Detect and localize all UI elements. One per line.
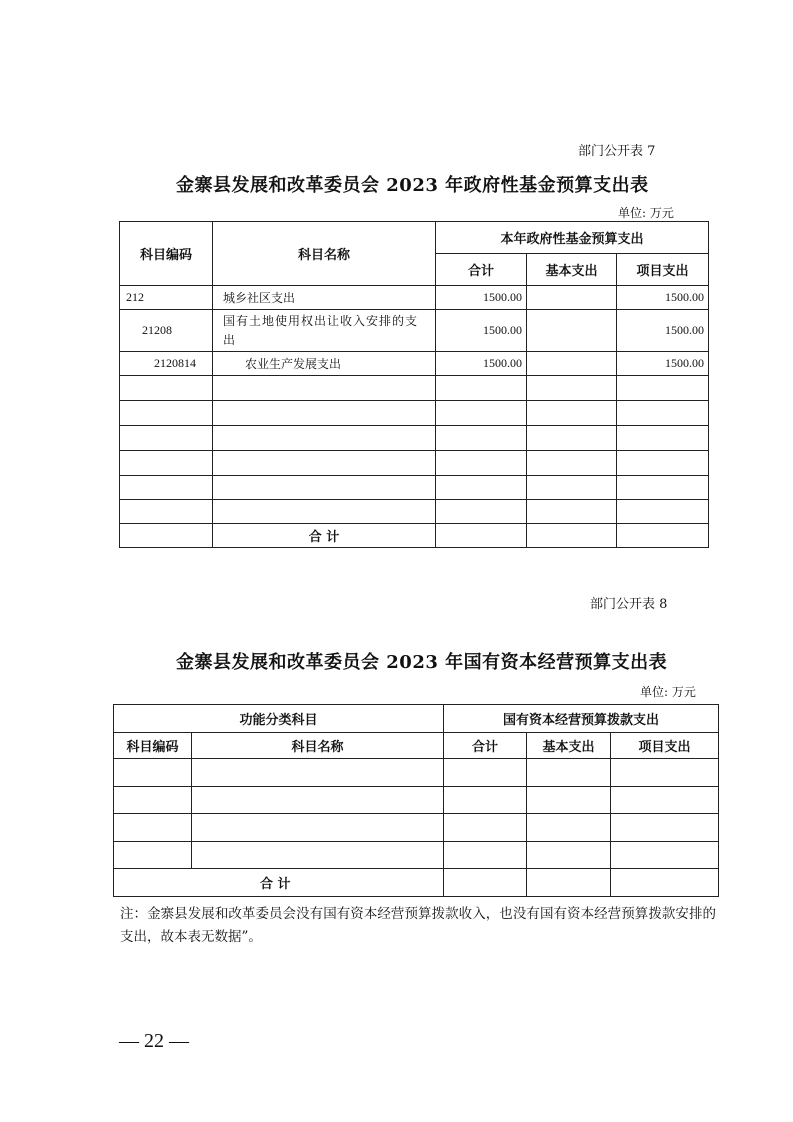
row-basic (527, 286, 617, 310)
row-code: 21208 (120, 310, 213, 352)
col-header-code: 科目编码 (120, 222, 213, 286)
row-name: 城乡社区支出 (213, 286, 436, 310)
col-header-name: 科目名称 (192, 733, 444, 759)
col-header-project: 项目支出 (611, 733, 719, 759)
row-total: 1500.00 (436, 352, 527, 376)
row-code: 212 (120, 286, 213, 310)
row-project: 1500.00 (617, 310, 709, 352)
table8 (113, 704, 719, 897)
sum-row (114, 869, 719, 897)
row-project: 1500.00 (617, 352, 709, 376)
table7-unit: 单位: 万元 (618, 206, 674, 220)
table-row (120, 352, 709, 376)
empty-row (114, 787, 719, 814)
col-header-basic: 基本支出 (527, 254, 617, 286)
col-header-group-left: 功能分类科目 (114, 705, 444, 733)
table-row (120, 286, 709, 310)
row-code: 2120814 (120, 352, 213, 376)
col-header-total: 合计 (444, 733, 527, 759)
col-header-total: 合计 (436, 254, 527, 286)
col-header-basic: 基本支出 (527, 733, 611, 759)
empty-row (114, 814, 719, 842)
col-header-group: 本年政府性基金预算支出 (436, 222, 709, 254)
sum-label: 合 计 (114, 869, 444, 897)
row-name: 农业生产发展支出 (213, 352, 436, 376)
table7 (119, 221, 709, 548)
empty-row (114, 842, 719, 869)
row-basic (527, 352, 617, 376)
table8-title: 金寨县发展和改革委员会 2023 年国有资本经营预算支出表 (176, 652, 668, 673)
sum-label: 合 计 (213, 524, 436, 548)
col-header-code: 科目编码 (114, 733, 192, 759)
row-name: 国有土地使用权出让收入安排的支出 (213, 310, 436, 352)
empty-row (120, 476, 709, 500)
empty-row (114, 759, 719, 787)
empty-row (120, 426, 709, 451)
row-basic (527, 310, 617, 352)
row-total: 1500.00 (436, 310, 527, 352)
empty-row (120, 500, 709, 524)
table7-title: 金寨县发展和改革委员会 2023 年政府性基金预算支出表 (176, 175, 649, 196)
page-number: — 22 — (119, 1030, 189, 1052)
table-row (120, 310, 709, 352)
table8-unit: 单位: 万元 (640, 685, 696, 699)
row-project: 1500.00 (617, 286, 709, 310)
col-header-project: 项目支出 (617, 254, 709, 286)
col-header-name: 科目名称 (213, 222, 436, 286)
col-header-group-right: 国有资本经营预算拨款支出 (444, 705, 719, 733)
table8-note: 注：金寨县发展和改革委员会没有国有资本经营预算拨款收入，也没有国有资本经营预算拨款安排的支出，故本表无数据”。 (120, 906, 716, 945)
empty-row (120, 451, 709, 476)
empty-row (120, 376, 709, 401)
empty-row (120, 401, 709, 426)
sum-row (120, 524, 709, 548)
table8-tag: 部门公开表 8 (590, 597, 668, 612)
row-total: 1500.00 (436, 286, 527, 310)
table7-tag: 部门公开表 7 (578, 144, 656, 159)
